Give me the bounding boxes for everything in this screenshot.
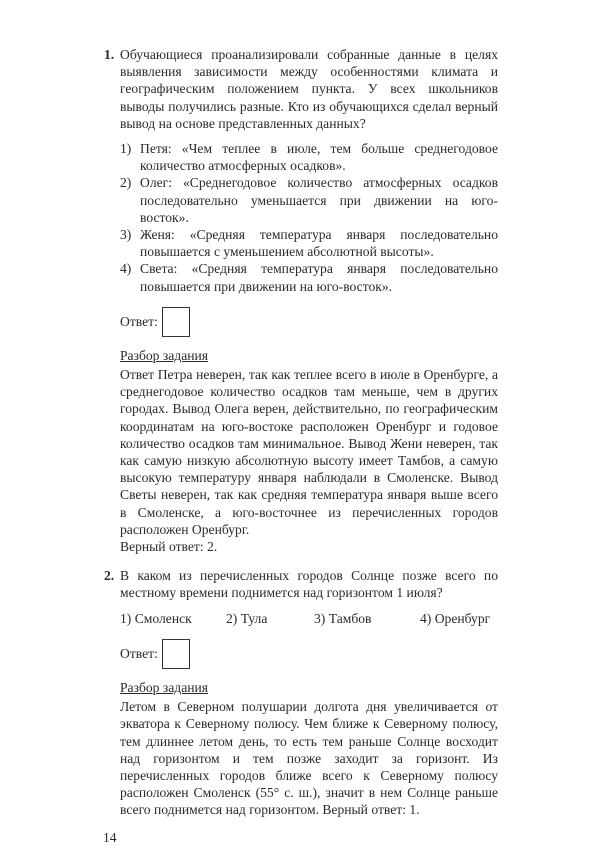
option-text: Тамбов <box>328 610 372 626</box>
option-number: 2) <box>120 175 132 191</box>
options-list <box>120 610 498 627</box>
option-number: 4) <box>120 261 132 277</box>
option-number: 1) <box>120 141 132 157</box>
option-text: Оренбург <box>434 610 491 626</box>
option <box>226 610 314 627</box>
analysis-heading: Разбор задания <box>120 679 209 695</box>
task-question: В каком из перечисленных городов Солнце позже всего по местному времени поднимется над горизонтом 1 июля? <box>120 568 498 601</box>
correct-answer: Верный ответ: 2. <box>120 539 218 555</box>
option <box>120 226 498 260</box>
option-number: 3) <box>120 227 132 243</box>
answer-label: Ответ: <box>120 314 158 330</box>
answer-row <box>120 639 498 669</box>
option-text: Олег: «Среднегодовое количество атмосферных осадков последовательно уменьшается при движении на юго-восток». <box>140 175 498 225</box>
option-text: Смоленск <box>134 610 192 626</box>
option-text: Женя: «Средняя температура января последовательно повышается с уменьшением абсолютной высоты». <box>140 227 498 260</box>
analysis-text: Летом в Северном полушарии долгота дня увеличивается от экватора к Северному полюсу. Чем ближе к Северному полюсу, тем длиннее летом день, то есть тем раньше Солнце восходит над горизонтом и тем позже заходит за горизонт. Из перечисленных городов ближе всего к Северному полюсу расположен Смоленск (55° с. ш.), значит в нем Солнце раньше всего поднимется над горизонтом. Верный ответ: 1. <box>120 699 498 818</box>
task-number: 2. <box>104 568 115 584</box>
option <box>120 174 498 226</box>
option-number: 1) <box>120 610 132 626</box>
task-question: Обучающиеся проанализировали собранные данные в целях выявления зависимости между особенностями климата и географическим положением пункта. У всех школьников выводы получились разные. Кто из обучающихся сделал верный вывод на основе представленных данных? <box>120 47 498 131</box>
option-text: Петя: «Чем теплее в июле, тем больше среднегодовое количество атмосферных осадков». <box>140 141 498 174</box>
option <box>120 610 226 627</box>
task-number: 1. <box>104 47 115 62</box>
answer-label: Ответ: <box>120 646 158 662</box>
analysis-heading: Разбор задания <box>120 347 209 363</box>
option <box>120 260 498 294</box>
answer-box[interactable] <box>162 307 190 337</box>
page-number: 14 <box>103 829 117 845</box>
answer-row <box>120 307 498 337</box>
analysis-text: Ответ Петра неверен, так как теплее всего в июле в Оренбурге, а среднегодовое количество осадков там меньше, чем в других городах. Вывод Олега верен, действительно, по географическим координатам на юго-востоке расположен Оренбург и годовое количество осадков там минимальное. Вывод Жени неверен, так как самую низкую абсолютную высоту имеет Тамбов, а самую высокую температуру января наблюдали в Смоленске. Вывод Светы неверен, так как средняя температура января выше всего в Смоленске, а юго-восточнее из перечисленных городов расположен Оренбург. <box>120 367 498 537</box>
answer-box[interactable] <box>162 639 190 669</box>
option <box>420 610 490 627</box>
option <box>314 610 420 627</box>
task-1 <box>104 46 498 555</box>
option-text: Тула <box>240 610 268 626</box>
option-number: 4) <box>420 610 432 626</box>
option-number: 3) <box>314 610 326 626</box>
option <box>120 140 498 174</box>
option-number: 2) <box>226 610 238 626</box>
task-2 <box>104 567 498 818</box>
option-text: Света: «Средняя температура января последовательно повышается при движении на юго-восток». <box>140 261 498 294</box>
options-list <box>120 140 498 295</box>
